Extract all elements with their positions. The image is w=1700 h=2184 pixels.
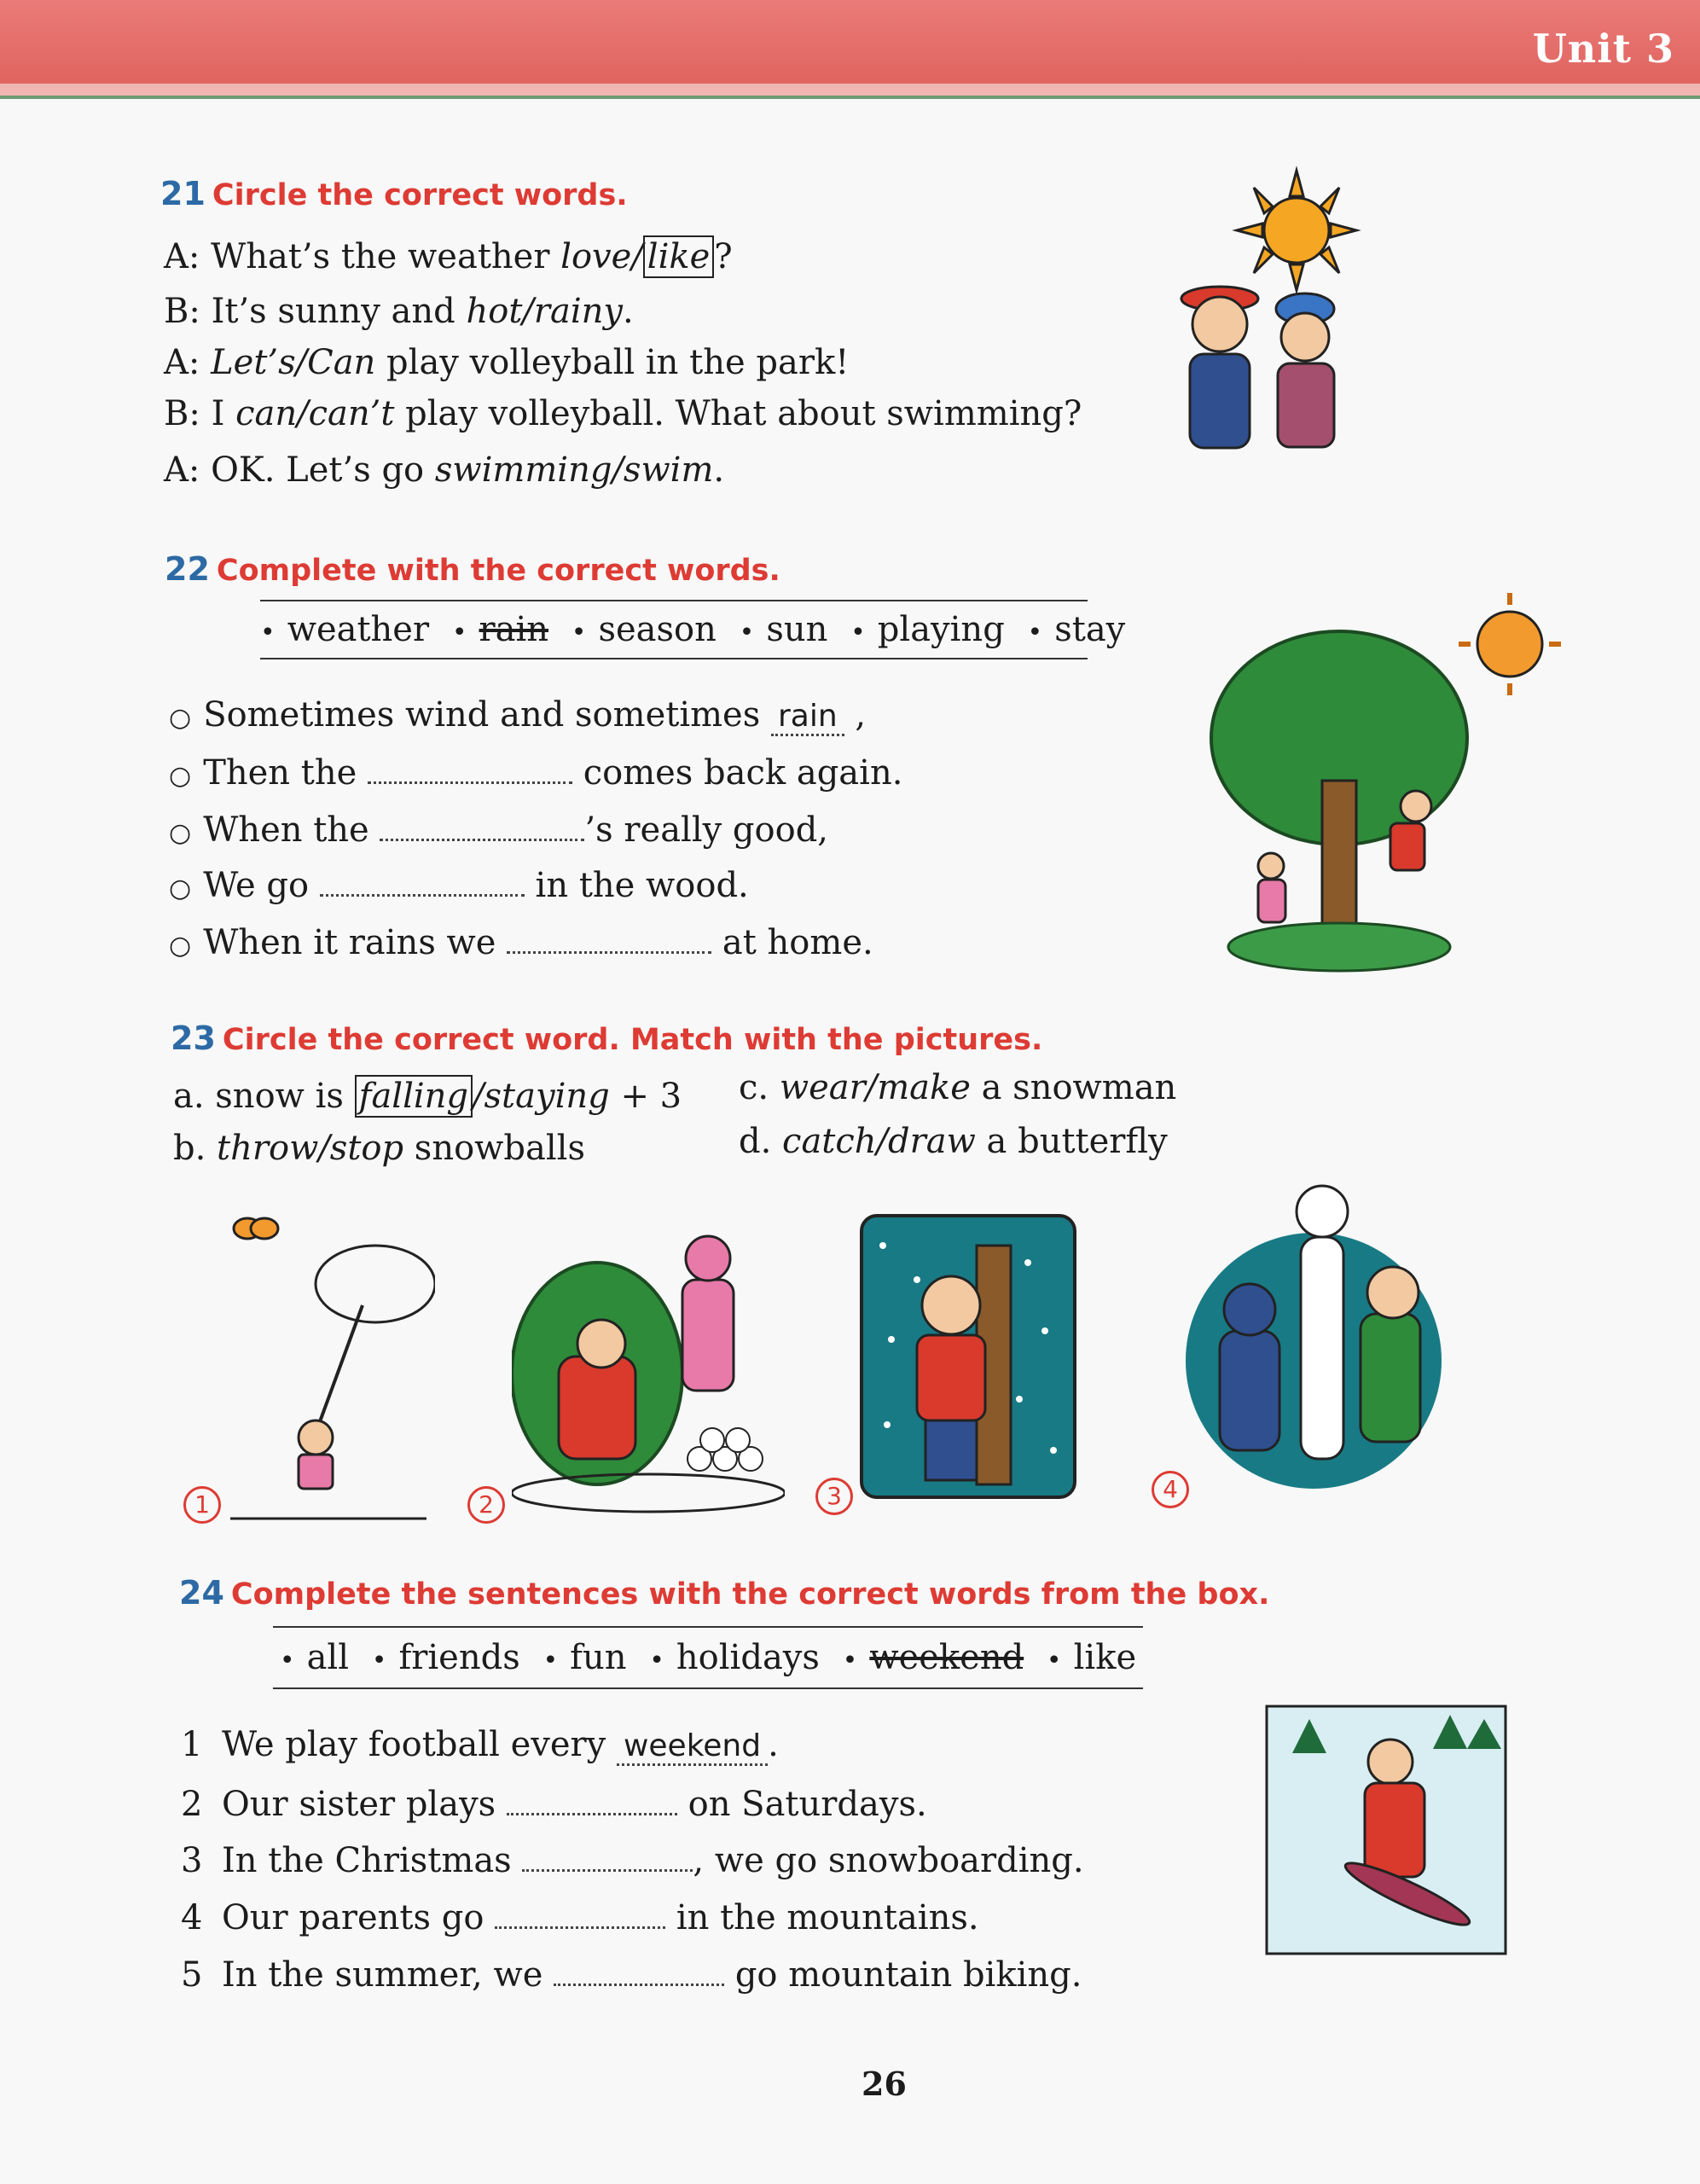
ex21-line-4: [164, 394, 1082, 433]
ex22-line3-end: ’s really good,: [584, 810, 829, 850]
ex24-heading: [179, 1574, 1269, 1612]
ex24-line1-number: 1: [181, 1725, 203, 1764]
word-like: like: [1073, 1638, 1137, 1677]
page-number: 26: [862, 2065, 907, 2103]
ex22-line1-text: Sometimes wind and sometimes: [203, 695, 771, 735]
ex21-line3-text: A:: [164, 343, 212, 382]
ex21-line5-options[interactable]: swimming/swim: [434, 450, 714, 490]
word-sun: sun: [766, 610, 828, 649]
ex22-line-3: ○ When the ’s really good,: [169, 810, 829, 850]
ex24-line2-text: Our sister plays: [222, 1785, 507, 1824]
word-rain-crossed: rain: [479, 610, 549, 649]
header-rule: [0, 96, 1700, 99]
ex21-line3-options[interactable]: Let’s/Can: [211, 343, 376, 382]
ex21-option-love[interactable]: love: [560, 237, 632, 276]
word-season: season: [598, 610, 717, 649]
ex23-item-c-end: a snowman: [970, 1068, 1177, 1107]
ex24-line2-number: 2: [181, 1785, 203, 1824]
ex23-item-b-options[interactable]: throw/stop: [217, 1129, 404, 1168]
sun-and-kids-illustration: [1169, 162, 1382, 486]
small-sun-icon: [1459, 593, 1561, 695]
ex24-line1-end: .: [768, 1725, 779, 1764]
ex23-item-b-label: b.: [173, 1129, 218, 1168]
ex21-line5-end: .: [713, 450, 725, 490]
ex21-option-like-circled[interactable]: like: [643, 235, 715, 278]
sun-icon: [1237, 171, 1356, 290]
ex22-line3-text: When the: [203, 810, 380, 850]
ex22-line5-end: at home.: [711, 923, 873, 962]
ex21-line5-text: A: OK. Let’s go: [164, 450, 435, 490]
ex22-line-2: ○ Then the comes back again.: [169, 753, 903, 793]
ex22-line5-text: When it rains we: [203, 923, 508, 962]
ex22-blank-4[interactable]: [320, 867, 525, 897]
ex22-line1-end: ,: [844, 695, 867, 735]
word-friends: friends: [398, 1638, 520, 1677]
ex22-blank-3[interactable]: [380, 811, 584, 841]
girl-figure: [1276, 293, 1334, 447]
ex24-line4-text: Our parents go: [222, 1898, 496, 1937]
ex23-item-a: [173, 1077, 682, 1116]
tree-and-children-illustration: [1177, 584, 1587, 977]
ex24-word-box: • all • friends • fun • holidays • weekend • like: [273, 1626, 1143, 1689]
ex23-option-falling-circled[interactable]: falling: [355, 1075, 473, 1118]
ex24-line4-number: 4: [181, 1898, 203, 1937]
ex23-option-staying[interactable]: /staying: [473, 1077, 610, 1116]
ex21-line1-end: ?: [714, 237, 733, 276]
ex24-line3-text: In the Christmas: [222, 1841, 523, 1880]
ex24-line1-answer: weekend: [617, 1728, 768, 1766]
ex23-item-c-options[interactable]: wear/make: [779, 1068, 971, 1107]
ex22-line1-answer: rain: [771, 699, 844, 736]
ex24-line2-end: on Saturdays.: [676, 1785, 927, 1824]
picture-number-1: 1: [183, 1486, 221, 1524]
unit-label: Unit 3: [1532, 26, 1674, 72]
ex23-heading: [171, 1019, 1042, 1057]
header-stripe: [0, 84, 1700, 96]
ex23-item-d-end: a butterfly: [975, 1122, 1168, 1161]
word-stay: stay: [1054, 610, 1126, 649]
ex22-title: Complete with the correct words.: [216, 554, 780, 588]
ex22-line4-end: in the wood.: [524, 866, 749, 905]
ex24-line-3: [181, 1841, 1084, 1880]
ex22-blank-2[interactable]: [368, 754, 572, 784]
ex23-item-c: [739, 1068, 1176, 1107]
word-fun: fun: [570, 1638, 627, 1677]
ex24-blank-5[interactable]: [554, 1956, 724, 1986]
ex24-line-5: [181, 1955, 1082, 1995]
ex22-heading: [165, 550, 780, 588]
ex22-line4-text: We go: [203, 866, 320, 905]
ex21-line1-text: A: What’s the weather: [164, 237, 561, 276]
ex24-line3-end: , we go snowboarding.: [693, 1841, 1084, 1880]
ex24-line5-text: In the summer, we: [222, 1955, 554, 1995]
ex24-title: Complete the sentences with the correct words from the box.: [230, 1577, 1270, 1612]
snowman-icon: [1297, 1186, 1348, 1459]
picture-number-3: 3: [815, 1478, 853, 1515]
ex22-number: 22: [165, 550, 210, 588]
ex23-item-a-answer: + 3: [609, 1077, 682, 1116]
ex21-line4-end: play volleyball. What about swimming?: [394, 394, 1082, 433]
ex21-line-5: [164, 450, 724, 490]
ex23-item-a-text: a. snow is: [173, 1077, 355, 1116]
picture-3-snowing: [857, 1211, 1079, 1502]
snowball-pile: [688, 1428, 763, 1471]
header-band: [0, 0, 1700, 84]
ex21-heading: [160, 175, 628, 212]
ex23-item-d: [739, 1122, 1168, 1161]
ex22-line-1: ○ Sometimes wind and sometimes rain ,: [169, 695, 867, 735]
ex22-blank-5[interactable]: [507, 924, 711, 954]
butterfly-icon: [234, 1218, 278, 1239]
ex21-line-1: [164, 237, 733, 276]
ex22-line2-text: Then the: [203, 753, 368, 793]
ex21-line2-options[interactable]: hot/rainy: [466, 292, 623, 331]
ex23-number: 23: [171, 1019, 216, 1057]
ex24-line4-end: in the mountains.: [665, 1898, 979, 1937]
ex21-line2-end: .: [623, 292, 634, 331]
ex24-line-1: [181, 1725, 779, 1766]
ex23-item-d-label: d.: [739, 1122, 783, 1161]
ex24-blank-4[interactable]: [495, 1899, 665, 1929]
ex23-item-b-end: snowballs: [403, 1129, 585, 1168]
girl-below-tree: [1258, 853, 1285, 922]
ex22-word-box: • weather • rain • season • sun • playing • stay: [260, 600, 1088, 659]
ex23-item-c-label: c.: [739, 1068, 780, 1107]
ex21-line4-text: B: I: [164, 394, 236, 433]
ex24-line-4: [181, 1898, 979, 1937]
ex22-line2-end: comes back again.: [572, 753, 903, 793]
word-playing: playing: [877, 610, 1005, 649]
ex24-blank-2[interactable]: [507, 1786, 677, 1815]
ex24-number: 24: [179, 1574, 224, 1612]
picture-number-4: 4: [1152, 1471, 1189, 1508]
word-all: all: [306, 1638, 350, 1677]
ex22-line-5: ○ When it rains we at home.: [169, 923, 873, 962]
ex22-line-4: ○ We go in the wood.: [169, 866, 749, 905]
ex23-item-b: [173, 1129, 585, 1168]
ex21-separator: /: [631, 237, 643, 276]
ex21-line3-end: play volleyball in the park!: [375, 343, 850, 382]
ex24-line-2: [181, 1785, 927, 1824]
ex24-blank-3[interactable]: [522, 1842, 693, 1872]
ex21-line-2: [164, 292, 634, 331]
picture-4-snowman: [1173, 1165, 1454, 1506]
picture-1-butterfly: [213, 1194, 435, 1536]
ex21-title: Circle the correct words.: [212, 178, 628, 212]
word-weather: weather: [287, 610, 430, 649]
word-holidays: holidays: [676, 1638, 820, 1677]
picture-number-2: 2: [467, 1486, 505, 1524]
ex24-line5-number: 5: [181, 1955, 203, 1995]
word-weekend-crossed: weekend: [869, 1638, 1024, 1677]
ex21-line2-text: B: It’s sunny and: [164, 292, 467, 331]
ex24-line5-end: go mountain biking.: [724, 1955, 1082, 1995]
boy-figure: [1181, 287, 1258, 448]
ex24-line1-text: We play football every: [222, 1725, 617, 1764]
ex23-title: Circle the correct word. Match with the pictures.: [222, 1023, 1043, 1057]
snowboarder-illustration: [1262, 1702, 1510, 1958]
picture-2-snowballs: [512, 1203, 785, 1519]
ex24-line3-number: 3: [181, 1841, 203, 1880]
ex21-number: 21: [160, 175, 206, 212]
ex21-line-3: [164, 343, 849, 382]
ex21-line4-options[interactable]: can/can’t: [235, 394, 395, 433]
ex23-item-d-options[interactable]: catch/draw: [782, 1122, 976, 1161]
